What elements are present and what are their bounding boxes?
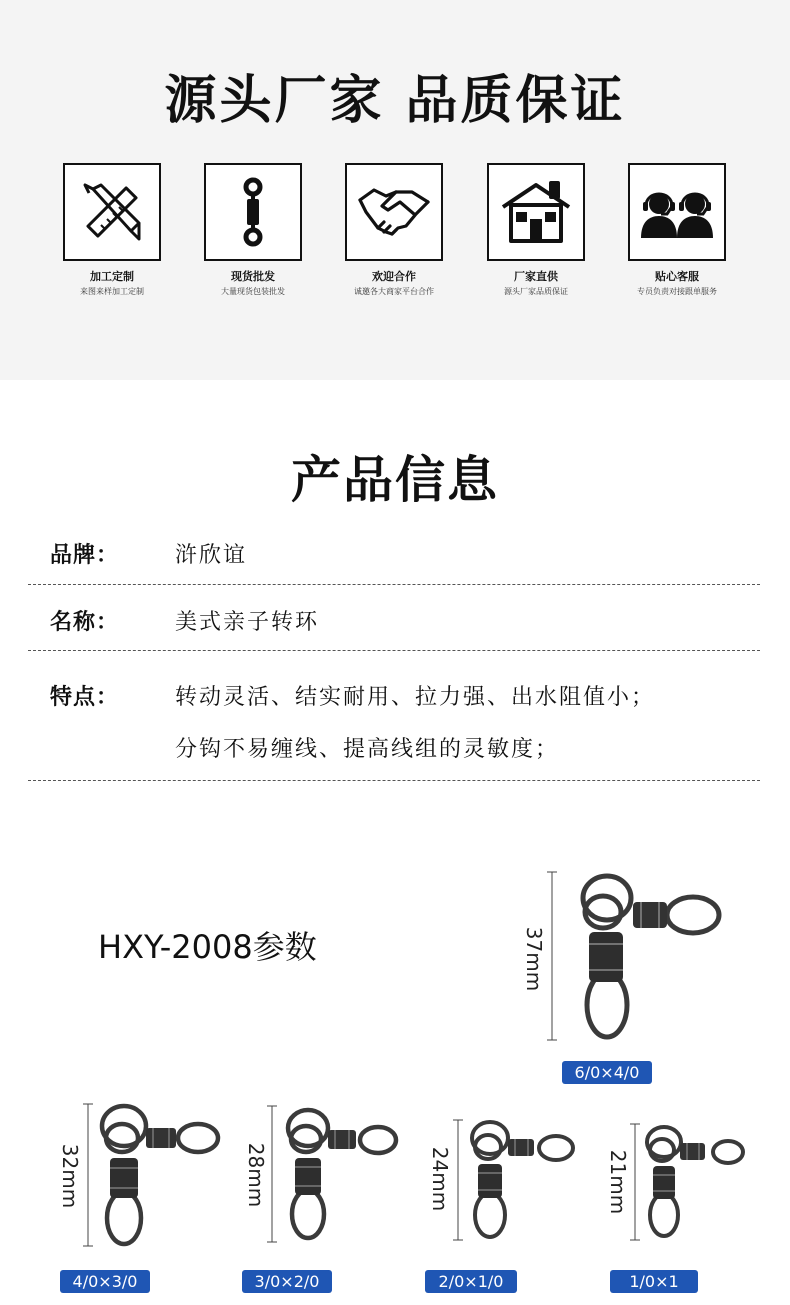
feature-title: 加工定制 <box>90 270 134 283</box>
feature-icon-box <box>487 163 585 261</box>
name-label: 名称： <box>50 610 120 635</box>
feature-band <box>0 0 790 380</box>
size-badge: 6/0×4/0 <box>562 1061 652 1084</box>
feature-custom-processing <box>62 163 162 297</box>
length-label: 21mm <box>606 1149 631 1215</box>
size-badge: 2/0×1/0 <box>425 1270 517 1293</box>
name-value: 美式亲子转环 <box>175 610 320 635</box>
swivel-photo <box>630 1118 750 1244</box>
feature-subtitle: 源头厂家品质保证 <box>504 287 568 296</box>
headset-support-icon <box>637 184 717 240</box>
swivel-photo <box>452 1114 582 1244</box>
swivel-photo <box>545 870 725 1042</box>
divider <box>28 780 760 781</box>
feature-title: 欢迎合作 <box>372 270 416 283</box>
brand-label: 品牌： <box>50 543 120 568</box>
length-label: 24mm <box>428 1146 453 1212</box>
feature-icon-box <box>204 163 302 261</box>
swivel-photo <box>266 1104 406 1244</box>
feature-icon-box <box>628 163 726 261</box>
feature-cooperation <box>344 163 444 297</box>
product-info-title: 产品信息 <box>291 451 499 509</box>
brand-value: 浒欣谊 <box>175 543 248 568</box>
feature-subtitle: 大量现货包装批发 <box>221 287 285 296</box>
feature-icon-box <box>63 163 161 261</box>
feature-factory-direct <box>486 163 586 297</box>
feature-subtitle: 来图来样加工定制 <box>80 287 144 296</box>
size-badge: 3/0×2/0 <box>242 1270 332 1293</box>
band-title: 源头厂家 品质保证 <box>164 71 626 131</box>
swivel-photo <box>82 1100 222 1250</box>
divider <box>28 584 760 585</box>
feature-subtitle: 专员负责对接跟单服务 <box>637 287 717 296</box>
feature-wholesale <box>203 163 303 297</box>
swivel-icon <box>220 177 286 247</box>
length-label: 37mm <box>522 926 547 992</box>
ruler-pencil-icon <box>79 179 145 245</box>
size-badge: 1/0×1 <box>610 1270 698 1293</box>
features-label: 特点： <box>50 685 120 710</box>
size-badge: 4/0×3/0 <box>60 1270 150 1293</box>
feature-title: 贴心客服 <box>655 270 699 283</box>
feature-subtitle: 诚邀各大商家平台合作 <box>354 287 434 296</box>
features-line-1: 转动灵活、结实耐用、拉力强、出水阻值小； <box>175 685 656 710</box>
house-icon <box>499 179 573 245</box>
feature-title: 厂家直供 <box>514 270 558 283</box>
feature-title: 现货批发 <box>231 270 275 283</box>
model-params-title: HXY-2008参数 <box>98 928 317 966</box>
feature-icon-box <box>345 163 443 261</box>
length-label: 28mm <box>244 1142 269 1208</box>
features-line-2: 分钩不易缠线、提高线组的灵敏度； <box>175 737 560 762</box>
length-label: 32mm <box>58 1143 83 1209</box>
handshake-icon <box>356 182 432 242</box>
divider <box>28 650 760 651</box>
feature-customer-service <box>627 163 727 297</box>
